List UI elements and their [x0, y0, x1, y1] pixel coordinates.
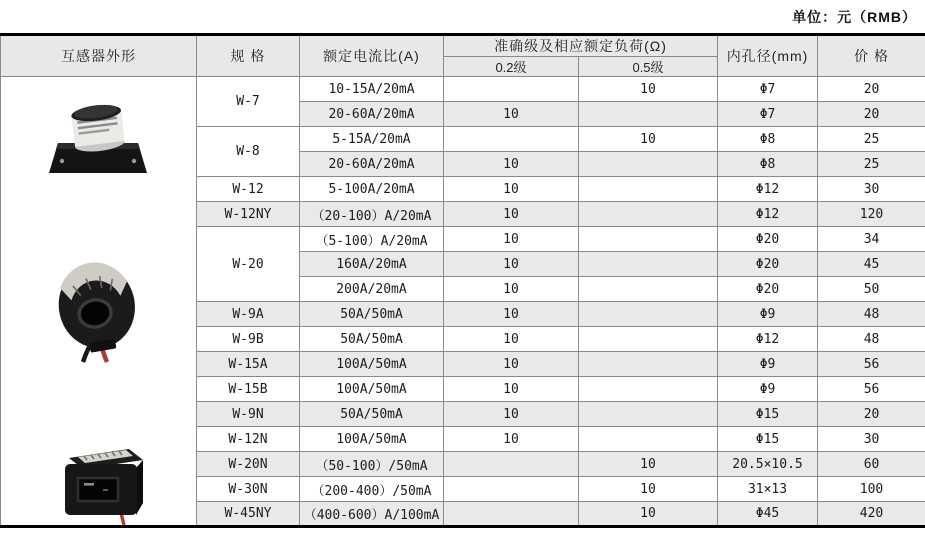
- accuracy-05-cell: [579, 202, 718, 227]
- ratio-cell: 50A/50mA: [300, 302, 444, 327]
- ratio-cell: 20-60A/20mA: [300, 152, 444, 177]
- transformer-spec-table: [0, 33, 925, 528]
- bore-cell: Φ20: [718, 227, 818, 252]
- accuracy-05-cell: 10: [579, 77, 718, 102]
- accuracy-05-cell: [579, 177, 718, 202]
- accuracy-02-cell: 10: [444, 227, 579, 252]
- spec-cell: W-12NY: [197, 202, 300, 227]
- price-cell: 120: [818, 202, 925, 227]
- ratio-cell: 5-100A/20mA: [300, 177, 444, 202]
- ratio-cell: 100A/50mA: [300, 377, 444, 402]
- accuracy-05-cell: 10: [579, 502, 718, 527]
- accuracy-02-cell: 10: [444, 302, 579, 327]
- bore-cell: Φ15: [718, 427, 818, 452]
- ratio-cell: 50A/50mA: [300, 402, 444, 427]
- ratio-cell: （400-600）A/100mA: [300, 502, 444, 527]
- bore-cell: Φ15: [718, 402, 818, 427]
- transformer-images-cell: [1, 77, 197, 527]
- spec-cell: W-15B: [197, 377, 300, 402]
- spec-cell: W-15A: [197, 352, 300, 377]
- accuracy-02-cell: 10: [444, 377, 579, 402]
- table-header: [1, 35, 925, 77]
- bore-cell: 20.5×10.5: [718, 452, 818, 477]
- accuracy-02-cell: 10: [444, 427, 579, 452]
- accuracy-05-cell: 10: [579, 477, 718, 502]
- accuracy-02-cell: 10: [444, 252, 579, 277]
- price-cell: 50: [818, 277, 925, 302]
- bore-cell: Φ12: [718, 327, 818, 352]
- accuracy-02-cell: 10: [444, 152, 579, 177]
- accuracy-05-cell: [579, 252, 718, 277]
- price-cell: 100: [818, 477, 925, 502]
- ratio-cell: （20-100）A/20mA: [300, 202, 444, 227]
- spec-cell: W-9B: [197, 327, 300, 352]
- accuracy-02-cell: [444, 77, 579, 102]
- col-header-price: 价 格: [818, 35, 925, 77]
- spec-cell: W-9A: [197, 302, 300, 327]
- ratio-cell: 100A/50mA: [300, 352, 444, 377]
- price-cell: 60: [818, 452, 925, 477]
- price-cell: 48: [818, 302, 925, 327]
- accuracy-02-cell: 10: [444, 352, 579, 377]
- price-cell: 45: [818, 252, 925, 277]
- toroidal-transformer-photo: [53, 249, 141, 363]
- ratio-cell: 20-60A/20mA: [300, 102, 444, 127]
- cylindrical-transformer-photo: [45, 98, 151, 176]
- spec-cell: W-12: [197, 177, 300, 202]
- spec-cell: W-7: [197, 77, 300, 127]
- bore-cell: Φ9: [718, 302, 818, 327]
- ratio-cell: 5-15A/20mA: [300, 127, 444, 152]
- ratio-cell: 100A/50mA: [300, 427, 444, 452]
- unit-label: 单位：元（RMB）: [792, 9, 917, 25]
- accuracy-02-cell: [444, 502, 579, 527]
- ratio-cell: 50A/50mA: [300, 327, 444, 352]
- bore-cell: Φ20: [718, 252, 818, 277]
- bore-cell: Φ20: [718, 277, 818, 302]
- spec-cell: W-20: [197, 227, 300, 302]
- accuracy-02-cell: 10: [444, 202, 579, 227]
- bore-cell: Φ12: [718, 177, 818, 202]
- price-cell: 20: [818, 102, 925, 127]
- accuracy-05-cell: [579, 352, 718, 377]
- col-header-accuracy-02: 0.2级: [444, 57, 579, 77]
- price-cell: 56: [818, 377, 925, 402]
- col-header-spec: 规 格: [197, 35, 300, 77]
- ratio-cell: （5-100）A/20mA: [300, 227, 444, 252]
- spec-cell: W-30N: [197, 477, 300, 502]
- accuracy-05-cell: 10: [579, 452, 718, 477]
- accuracy-02-cell: 10: [444, 102, 579, 127]
- accuracy-02-cell: [444, 452, 579, 477]
- accuracy-02-cell: 10: [444, 402, 579, 427]
- price-cell: 25: [818, 127, 925, 152]
- ratio-cell: 200A/20mA: [300, 277, 444, 302]
- accuracy-02-cell: 10: [444, 177, 579, 202]
- accuracy-05-cell: [579, 277, 718, 302]
- price-cell: 56: [818, 352, 925, 377]
- ratio-cell: 10-15A/20mA: [300, 77, 444, 102]
- accuracy-05-cell: [579, 302, 718, 327]
- spec-cell: W-12N: [197, 427, 300, 452]
- accuracy-05-cell: 10: [579, 127, 718, 152]
- accuracy-02-cell: [444, 477, 579, 502]
- spec-cell: W-8: [197, 127, 300, 177]
- rectangular-transformer-photo: [51, 439, 147, 527]
- accuracy-05-cell: [579, 327, 718, 352]
- price-cell: 20: [818, 402, 925, 427]
- price-cell: 20: [818, 77, 925, 102]
- ratio-cell: 160A/20mA: [300, 252, 444, 277]
- bore-cell: Φ9: [718, 352, 818, 377]
- spec-cell: W-45NY: [197, 502, 300, 527]
- price-cell: 34: [818, 227, 925, 252]
- spec-cell: W-9N: [197, 402, 300, 427]
- ratio-cell: （200-400）/50mA: [300, 477, 444, 502]
- accuracy-05-cell: [579, 377, 718, 402]
- col-header-bore: 内孔径(mm): [718, 35, 818, 77]
- bore-cell: Φ12: [718, 202, 818, 227]
- accuracy-05-cell: [579, 227, 718, 252]
- price-cell: 48: [818, 327, 925, 352]
- col-header-accuracy-group: 准确级及相应额定负荷(Ω): [444, 35, 718, 57]
- accuracy-05-cell: [579, 102, 718, 127]
- bore-cell: Φ7: [718, 77, 818, 102]
- bore-cell: Φ8: [718, 152, 818, 177]
- bore-cell: Φ9: [718, 377, 818, 402]
- accuracy-05-cell: [579, 427, 718, 452]
- price-cell: 25: [818, 152, 925, 177]
- accuracy-05-cell: [579, 402, 718, 427]
- accuracy-05-cell: [579, 152, 718, 177]
- ratio-cell: （50-100）/50mA: [300, 452, 444, 477]
- header-row-1: [1, 35, 925, 57]
- bore-cell: Φ45: [718, 502, 818, 527]
- price-cell: 30: [818, 427, 925, 452]
- accuracy-02-cell: [444, 127, 579, 152]
- bore-cell: Φ7: [718, 102, 818, 127]
- bore-cell: 31×13: [718, 477, 818, 502]
- table-body: [1, 77, 925, 527]
- accuracy-02-cell: 10: [444, 327, 579, 352]
- price-cell: 420: [818, 502, 925, 527]
- col-header-ratio: 额定电流比(A): [300, 35, 444, 77]
- accuracy-02-cell: 10: [444, 277, 579, 302]
- price-cell: 30: [818, 177, 925, 202]
- col-header-appearance: 互感器外形: [1, 35, 197, 77]
- col-header-accuracy-05: 0.5级: [579, 57, 718, 77]
- table-row: [1, 77, 925, 102]
- spec-cell: W-20N: [197, 452, 300, 477]
- bore-cell: Φ8: [718, 127, 818, 152]
